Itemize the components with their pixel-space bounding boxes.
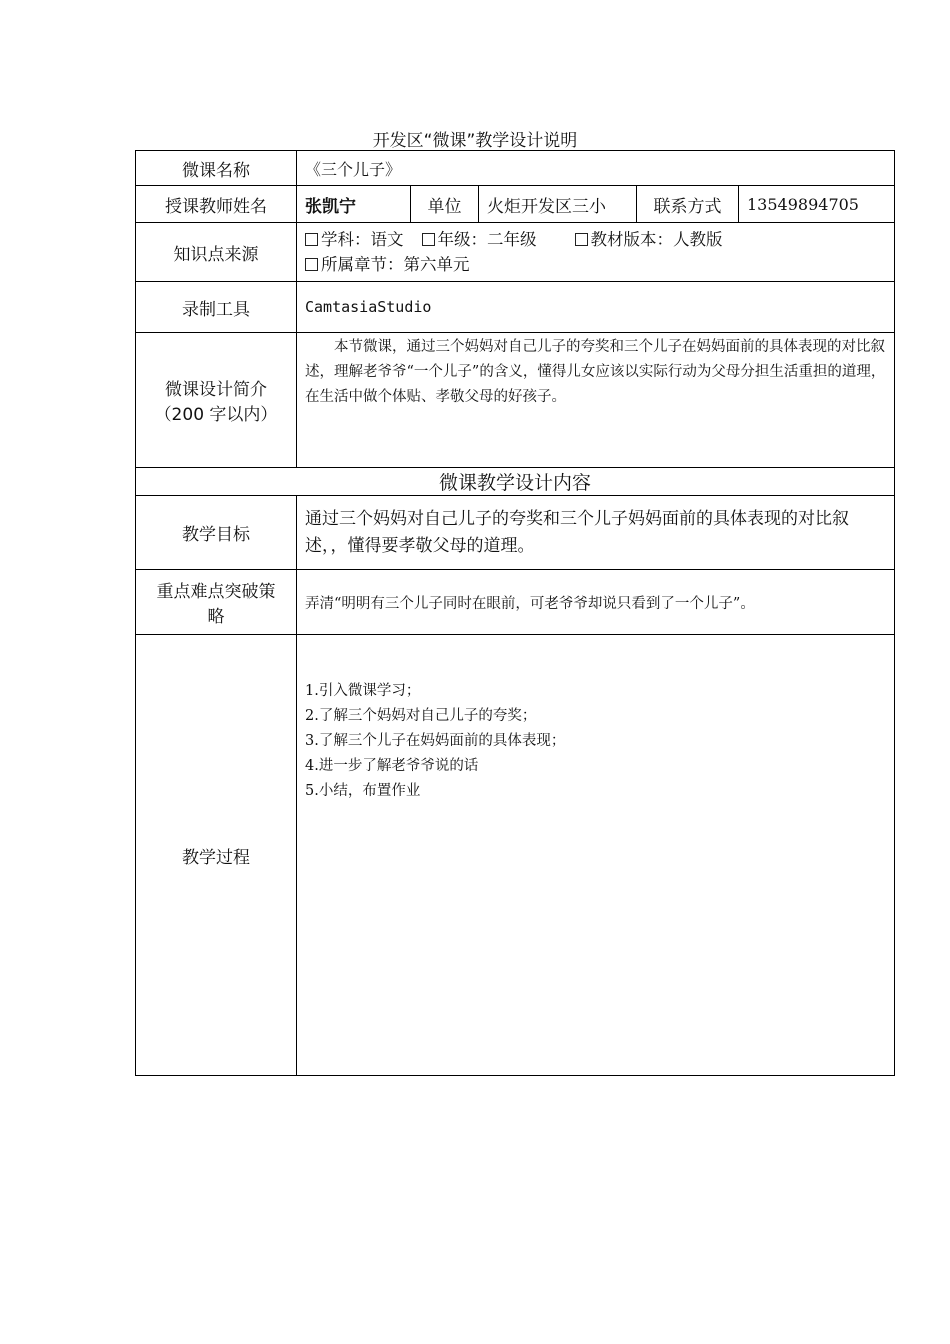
process-value bbox=[297, 635, 895, 1076]
chapter-checkbox[interactable] bbox=[305, 258, 318, 271]
knowledge-source-value bbox=[297, 223, 895, 282]
process-step: 1.引入微课学习； bbox=[305, 683, 421, 699]
process-label: 教学过程 bbox=[136, 635, 297, 1076]
row-knowledge-source bbox=[136, 223, 895, 282]
grade-checkbox[interactable] bbox=[422, 233, 435, 246]
section-title: 微课教学设计内容 bbox=[136, 468, 895, 496]
recording-tool-label: 录制工具 bbox=[136, 282, 297, 333]
row-process bbox=[136, 635, 895, 1076]
recording-tool-value: CamtasiaStudio bbox=[297, 282, 895, 333]
subject-text: 学科：语文 bbox=[321, 230, 404, 249]
strategy-label bbox=[136, 570, 297, 635]
process-step: 3.了解三个儿子在妈妈面前的具体表现； bbox=[305, 733, 566, 749]
unit-value: 火炬开发区三小 bbox=[479, 186, 637, 223]
strategy-label-line2: 略 bbox=[207, 607, 225, 627]
edition-text: 教材版本：人教版 bbox=[590, 230, 723, 249]
teacher-name-label: 授课教师姓名 bbox=[136, 186, 297, 223]
intro-value: 本节微课，通过三个妈妈对自己儿子的夸奖和三个儿子在妈妈面前的具体表现的对比叙述，理解老爷爷“一个儿子”的含义，懂得儿女应该以实际行动为父母分担生活重担的道理，在生活中做个体贴、孝敬父母的好孩子。 bbox=[297, 333, 895, 468]
goal-value: 通过三个妈妈对自己儿子的夸奖和三个儿子妈妈面前的具体表现的对比叙述，，懂得要孝敬父母的道理。 bbox=[297, 496, 895, 570]
grade-text: 年级：二年级 bbox=[437, 230, 537, 249]
teacher-name-value: 张凯宁 bbox=[297, 186, 411, 223]
edition-checkbox[interactable] bbox=[575, 233, 588, 246]
row-teacher bbox=[136, 186, 895, 223]
row-recording-tool bbox=[136, 282, 895, 333]
subject-checkbox[interactable] bbox=[305, 233, 318, 246]
document-title: 开发区“微课”教学设计说明 bbox=[372, 131, 578, 151]
course-name-label: 微课名称 bbox=[136, 151, 297, 186]
row-strategy bbox=[136, 570, 895, 635]
contact-label: 联系方式 bbox=[637, 186, 739, 223]
design-form-table bbox=[135, 150, 895, 1076]
strategy-value: 弄清“明明有三个儿子同时在眼前，可老爷爷却说只看到了一个儿子”。 bbox=[297, 570, 895, 635]
chapter-text: 所属章节：第六单元 bbox=[321, 255, 470, 274]
process-step: 2.了解三个妈妈对自己儿子的夸奖； bbox=[305, 708, 537, 724]
process-steps bbox=[305, 679, 886, 804]
process-step: 5.小结，布置作业 bbox=[305, 783, 421, 799]
goal-label: 教学目标 bbox=[136, 496, 297, 570]
intro-label-line1: 微课设计简介 bbox=[165, 380, 267, 400]
row-goal bbox=[136, 496, 895, 570]
unit-label: 单位 bbox=[411, 186, 479, 223]
row-course-name bbox=[136, 151, 895, 186]
intro-label bbox=[136, 333, 297, 468]
row-section-title bbox=[136, 468, 895, 496]
strategy-label-line1: 重点难点突破策 bbox=[156, 582, 276, 602]
intro-label-line2: （200 字以内） bbox=[154, 405, 278, 425]
course-name-value: 《三个儿子》 bbox=[297, 151, 895, 186]
contact-value: 13549894705 bbox=[739, 186, 895, 223]
row-intro bbox=[136, 333, 895, 468]
knowledge-source-label: 知识点来源 bbox=[136, 223, 297, 282]
process-step: 4.进一步了解老爷爷说的话 bbox=[305, 758, 479, 774]
